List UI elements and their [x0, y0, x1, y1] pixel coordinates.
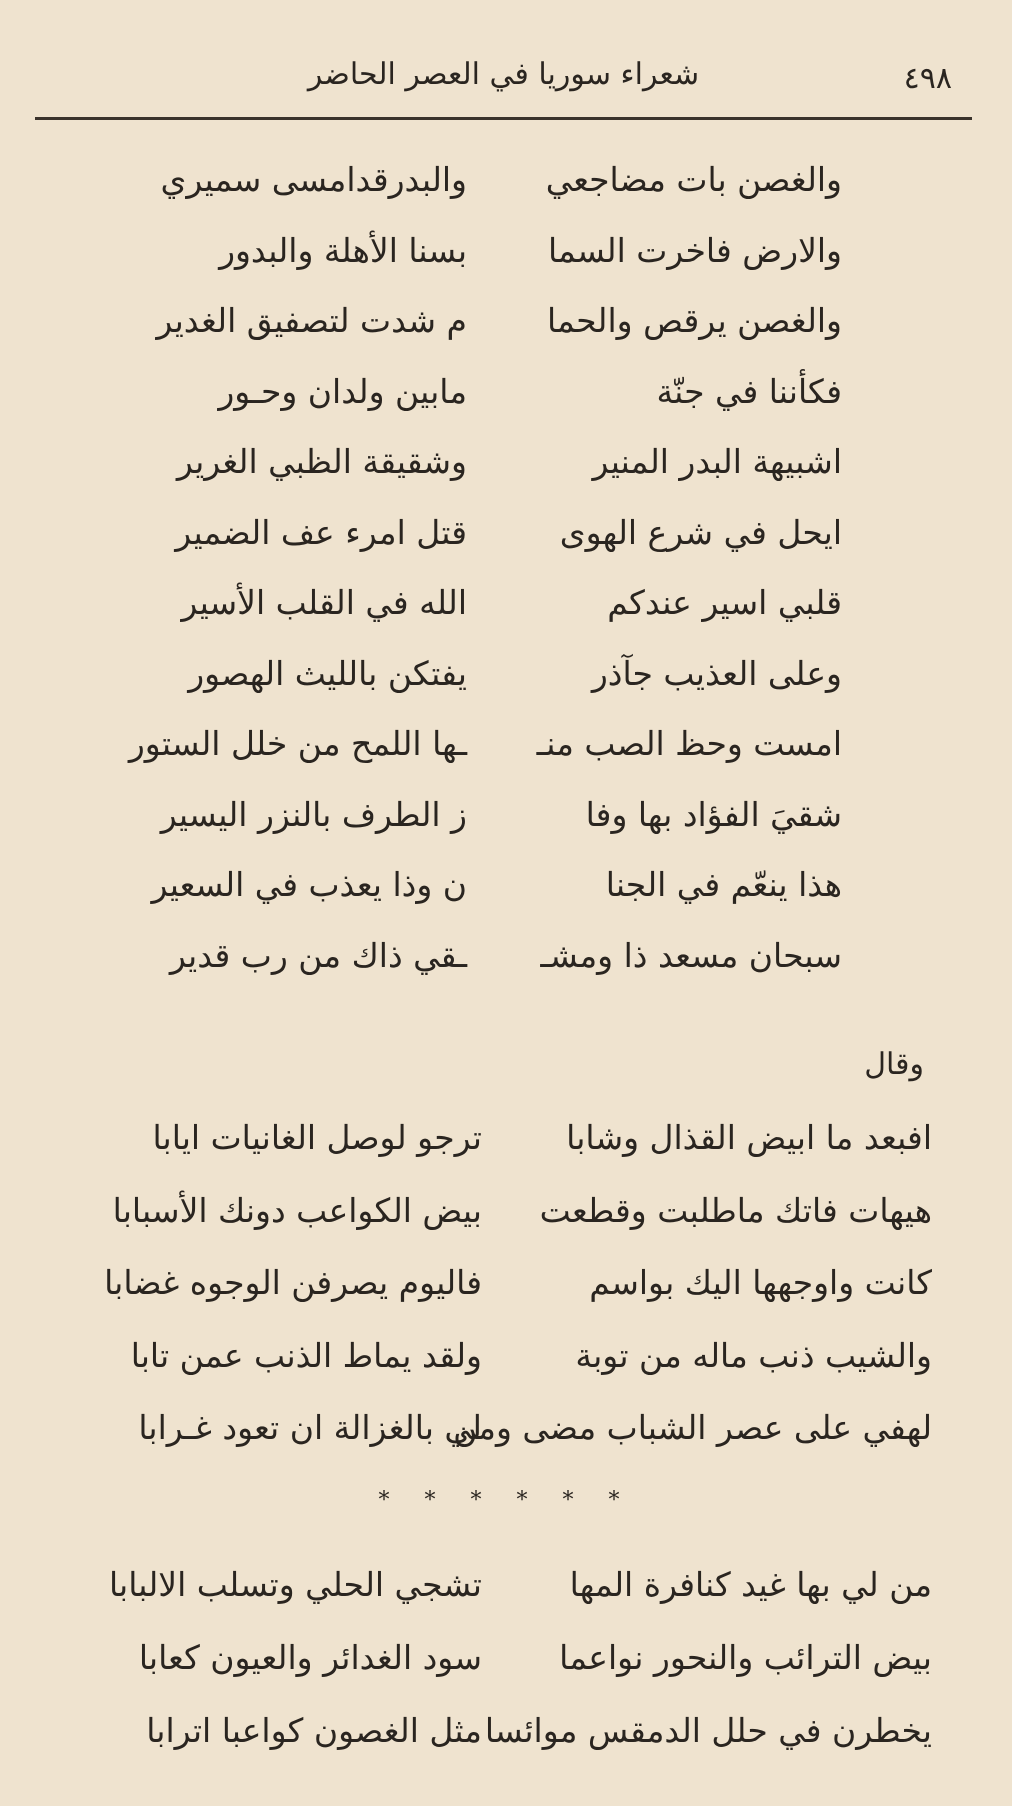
verse-first-hemistich: والغصن يرقص والحما [547, 301, 842, 340]
verse-second-hemistich: لي بالغزالة ان تعود غـرابا [138, 1408, 482, 1447]
verse-second-hemistich: بيض الكواعب دونك الأسبابا [112, 1190, 482, 1230]
verse-second-hemistich: ترجو لوصل الغانيات ايابا [152, 1118, 482, 1157]
verse-second-hemistich: قتل امرء عف الضمير [175, 512, 467, 552]
stanza-separator: * * * * * * [378, 1488, 634, 1513]
verse-second-hemistich: م شدت لتصفيق الغدير [156, 301, 467, 340]
verse-second-hemistich: ـقي ذاك من رب قدير [169, 935, 467, 975]
verse-first-hemistich: هيهات فاتك ماطلبت وقطعت [539, 1190, 932, 1230]
verse-second-hemistich: فاليوم يصرفن الوجوه غضابا [104, 1263, 482, 1302]
verse-first-hemistich: امست وحظ الصب منـ [536, 724, 842, 763]
verse-first-hemistich: افبعد ما ابيض القذال وشابا [566, 1118, 932, 1157]
verse-first-hemistich: هذا ينعّم في الجنا [605, 865, 842, 904]
verse-second-hemistich: ن وذا يعذب في السعير [151, 865, 467, 904]
verse-second-hemistich: وشقيقة الظبي الغرير [176, 442, 467, 481]
verse-first-hemistich: من لي بها غيد كنافرة المها [569, 1565, 932, 1604]
verse-first-hemistich: وعلى العذيب جآذر [591, 653, 842, 693]
verse-first-hemistich: يخطرن في حلل الدمقس موائسا [484, 1711, 932, 1750]
verse-first-hemistich: والارض فاخرت السما [547, 230, 842, 270]
verse-first-hemistich: لهفي على عصر الشباب مضى ومن [453, 1408, 932, 1447]
verse-second-hemistich: ز الطرف بالنزر اليسير [160, 794, 467, 834]
verse-first-hemistich: ايحل في شرع الهوى [559, 512, 842, 552]
verse-second-hemistich: سود الغدائر والعيون كعابا [138, 1638, 482, 1677]
verse-second-hemistich: بسنا الأهلة والبدور [219, 230, 467, 270]
verse-second-hemistich: يفتكن بالليث الهصور [188, 653, 467, 693]
verse-first-hemistich: فكأننا في جنّة [656, 371, 842, 411]
verse-first-hemistich: اشبيهة البدر المنير [592, 442, 842, 481]
verse-first-hemistich: والغصن بات مضاجعي [545, 160, 842, 199]
verse-first-hemistich: قلبي اسير عندكم [607, 583, 842, 622]
page-number: ٤٩٨ [903, 61, 952, 96]
running-title: شعراء سوريا في العصر الحاضر [307, 57, 700, 92]
section-label: وقال [864, 1047, 924, 1082]
verse-first-hemistich: والشيب ذنب ماله من توبة [575, 1335, 932, 1375]
verse-first-hemistich: شقيَ الفؤاد بها وفا [585, 794, 842, 834]
verse-first-hemistich: كانت واوجهها اليك بواسم [589, 1263, 932, 1302]
verse-second-hemistich: ـها اللمح من خلل الستور [128, 724, 467, 763]
verse-second-hemistich: مثل الغصون كواعبا اترابا [146, 1711, 482, 1750]
verse-second-hemistich: والبدرقدامسى سميري [160, 160, 467, 199]
verse-first-hemistich: سبحان مسعد ذا ومشـ [540, 935, 842, 975]
verse-second-hemistich: الله في القلب الأسير [181, 583, 467, 622]
verse-second-hemistich: ولقد يماط الذنب عمن تابا [130, 1335, 482, 1375]
verse-first-hemistich: بيض الترائب والنحور نواعما [559, 1638, 932, 1677]
verse-second-hemistich: تشجي الحلي وتسلب الالبابا [108, 1565, 482, 1604]
verse-second-hemistich: مابين ولدان وحـور [218, 371, 467, 411]
